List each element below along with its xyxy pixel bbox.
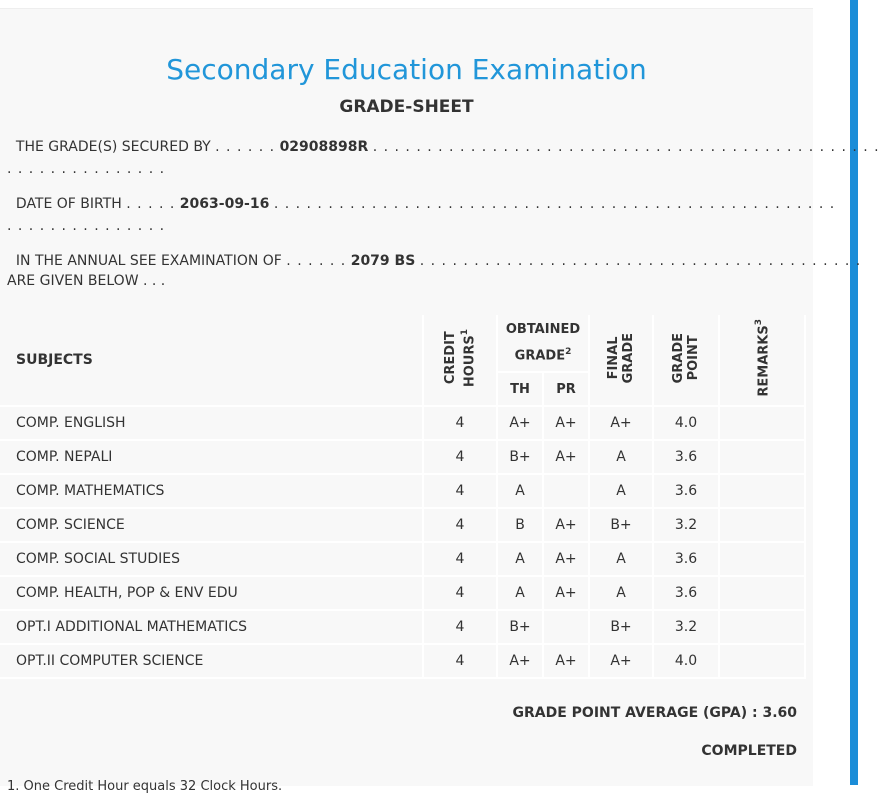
- remarks-cell: [719, 542, 805, 576]
- subject-cell: OPT.II COMPUTER SCIENCE: [0, 644, 423, 678]
- header-subjects: SUBJECTS: [0, 315, 423, 406]
- status-text: COMPLETED: [701, 743, 797, 759]
- pr-grade-cell: A+: [543, 406, 589, 440]
- header-obtained-grade: OBTAINED GRADE$^2$: [497, 315, 589, 372]
- final-grade-cell: A: [589, 576, 653, 610]
- final-grade-cell: B+: [589, 508, 653, 542]
- symbol-number: 02908898R: [279, 139, 369, 155]
- exam-tail: ARE GIVEN BELOW . . .: [7, 273, 166, 289]
- pr-grade-cell: A+: [543, 576, 589, 610]
- subject-cell: COMP. SOCIAL STUDIES: [0, 542, 423, 576]
- table-row: [0, 576, 805, 610]
- gpa-text: GRADE POINT AVERAGE (GPA) : 3.60: [512, 705, 797, 721]
- table-row: [0, 474, 805, 508]
- dob-line: DATE OF BIRTH . . . . . 2063-09-16 . . . . . . . . . . . . . . . . . . . . . . . . . . . . . . . . . . . . . . . . . . . . . . . . . . . .: [15, 196, 836, 212]
- credit-cell: 4: [423, 542, 497, 576]
- grade-point-cell: 3.6: [653, 440, 719, 474]
- final-grade-cell: A: [589, 542, 653, 576]
- credit-cell: 4: [423, 644, 497, 678]
- credit-cell: 4: [423, 610, 497, 644]
- exam-title: Secondary Education Examination: [166, 53, 647, 86]
- th-grade-cell: A: [497, 542, 543, 576]
- credit-cell: 4: [423, 508, 497, 542]
- remarks-cell: [719, 576, 805, 610]
- final-grade-cell: A+: [589, 644, 653, 678]
- grade-point-cell: 3.6: [653, 576, 719, 610]
- exam-year: 2079 BS: [350, 253, 416, 269]
- secured-by-line: THE GRADE(S) SECURED BY . . . . . . 02908898R . . . . . . . . . . . . . . . . . . . . . . . . . . . . . . . . . . . . . . . . . . . . . . .: [15, 139, 880, 155]
- th-grade-cell: B+: [497, 610, 543, 644]
- header-grade-point: GRADE POINT: [653, 315, 719, 406]
- pr-grade-cell: A+: [543, 440, 589, 474]
- table-row: [0, 440, 805, 474]
- subject-cell: OPT.I ADDITIONAL MATHEMATICS: [0, 610, 423, 644]
- dob-label: DATE OF BIRTH: [15, 196, 122, 212]
- pr-grade-cell: A+: [543, 542, 589, 576]
- remarks-cell: [719, 610, 805, 644]
- grade-point-cell: 3.6: [653, 542, 719, 576]
- secured-by-label: THE GRADE(S) SECURED BY: [15, 139, 211, 155]
- final-grade-cell: B+: [589, 610, 653, 644]
- grades-body: [0, 406, 805, 678]
- exam-line: IN THE ANNUAL SEE EXAMINATION OF . . . . . . 2079 BS . . . . . . . . . . . . . . . . . . . . . . . . . . . . . . . . . . . . . . . . .: [15, 253, 862, 269]
- final-grade-cell: A+: [589, 406, 653, 440]
- table-row: [0, 610, 805, 644]
- pr-grade-cell: [543, 610, 589, 644]
- table-row: [0, 644, 805, 678]
- remarks-cell: [719, 644, 805, 678]
- th-grade-cell: B+: [497, 440, 543, 474]
- grade-point-cell: 3.2: [653, 610, 719, 644]
- dots-line: . . . . . . . . . . . . . . .: [7, 218, 166, 234]
- header-remarks: REMARKS$^3$: [719, 315, 805, 406]
- grade-point-cell: 3.2: [653, 508, 719, 542]
- sheet-title: GRADE-SHEET: [339, 97, 474, 117]
- subject-cell: COMP. MATHEMATICS: [0, 474, 423, 508]
- header-credit-hours: CREDIT HOURS$^1$: [423, 315, 497, 406]
- final-grade-cell: A: [589, 440, 653, 474]
- subject-cell: COMP. ENGLISH: [0, 406, 423, 440]
- subject-cell: COMP. NEPALI: [0, 440, 423, 474]
- dob-value: 2063-09-16: [179, 196, 270, 212]
- remarks-cell: [719, 508, 805, 542]
- header-pr: PR: [543, 372, 589, 406]
- header-final-grade: FINAL GRADE: [589, 315, 653, 406]
- th-grade-cell: B: [497, 508, 543, 542]
- credit-cell: 4: [423, 440, 497, 474]
- remarks-cell: [719, 474, 805, 508]
- subject-cell: COMP. SCIENCE: [0, 508, 423, 542]
- final-grade-cell: A: [589, 474, 653, 508]
- exam-label: IN THE ANNUAL SEE EXAMINATION OF: [15, 253, 282, 269]
- remarks-cell: [719, 406, 805, 440]
- grade-point-cell: 4.0: [653, 644, 719, 678]
- th-grade-cell: A: [497, 576, 543, 610]
- grade-point-cell: 4.0: [653, 406, 719, 440]
- subject-cell: COMP. HEALTH, POP & ENV EDU: [0, 576, 423, 610]
- grade-point-cell: 3.6: [653, 474, 719, 508]
- pr-grade-cell: [543, 474, 589, 508]
- pr-grade-cell: A+: [543, 644, 589, 678]
- th-grade-cell: A+: [497, 644, 543, 678]
- table-row: [0, 542, 805, 576]
- dots-line: . . . . . . . . . . . . . . .: [7, 161, 166, 177]
- scrollbar-accent: [850, 0, 858, 785]
- grade-sheet: [0, 8, 880, 794]
- credit-cell: 4: [423, 474, 497, 508]
- remarks-cell: [719, 440, 805, 474]
- th-grade-cell: A: [497, 474, 543, 508]
- credit-cell: 4: [423, 406, 497, 440]
- grades-table: [0, 315, 806, 679]
- pr-grade-cell: A+: [543, 508, 589, 542]
- footnote: 1. One Credit Hour equals 32 Clock Hours.: [7, 779, 283, 794]
- th-grade-cell: A+: [497, 406, 543, 440]
- header-th: TH: [497, 372, 543, 406]
- credit-cell: 4: [423, 576, 497, 610]
- table-row: [0, 406, 805, 440]
- table-row: [0, 508, 805, 542]
